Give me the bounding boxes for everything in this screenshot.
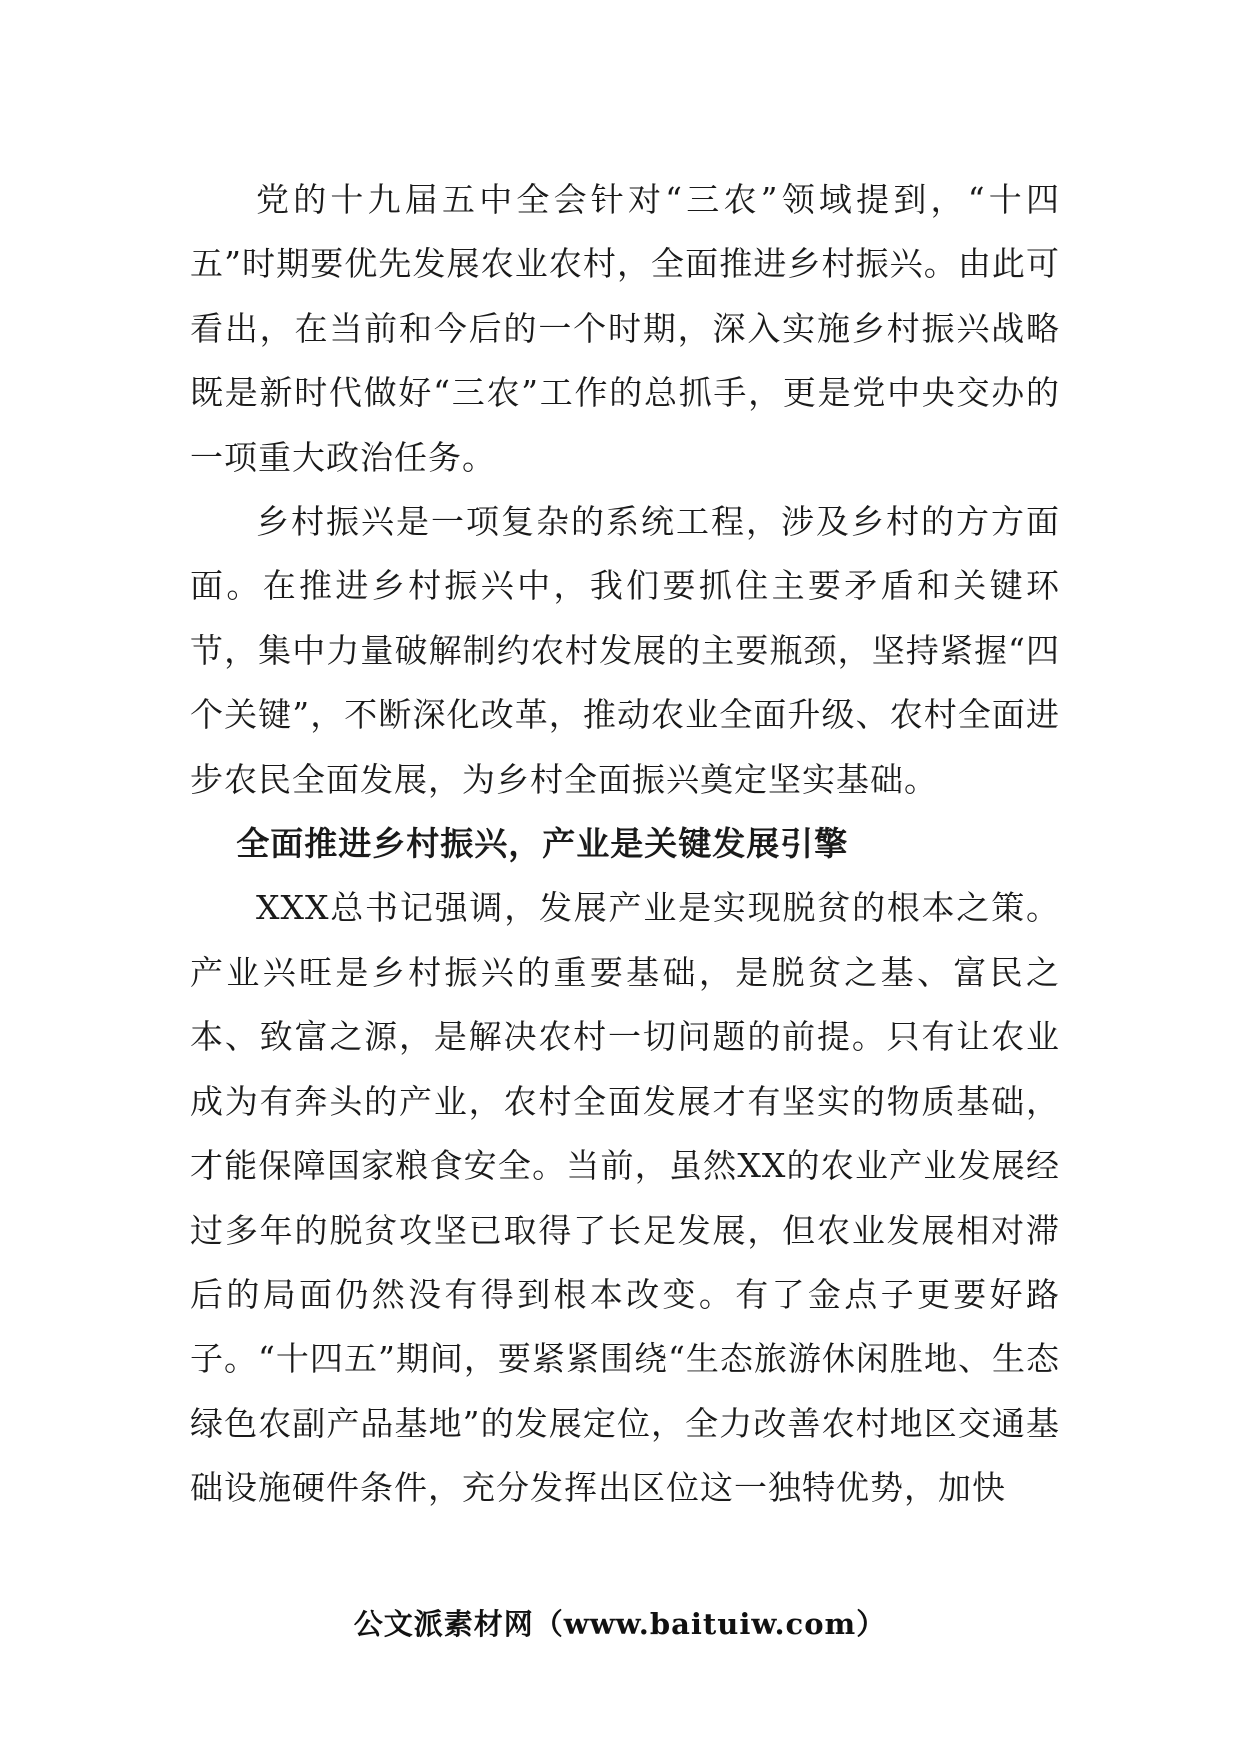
document-body <box>190 168 1060 1521</box>
section-paragraph: XXX总书记强调，发展产业是实现脱贫的根本之策。产业兴旺是乡村振兴的重要基础，是脱贫之基、富民之本、致富之源，是解决农村一切问题的前提。只有让农业成为有奔头的产业，农村全面发展才有坚实的物质基础，才能保障国家粮食安全。当前，虽然XX的农业产业发展经过多年的脱贫攻坚已取得了长足发展，但农业发展相对滞后的局面仍然没有得到根本改变。有了金点子更要好路子。“十四五”期间，要紧紧围绕“生态旅游休闲胜地、生态绿色农副产品基地”的发展定位，全力改善农村地区交通基础设施硬件条件，充分发挥出区位这一独特优势，加快 <box>190 888 1060 1508</box>
footer-watermark: 公文派素材网（www.baituiw.com） <box>353 1607 887 1641</box>
body-paragraph-1: 党的十九届五中全会针对“三农”领域提到，“十四五”时期要优先发展农业农村，全面推进乡村振兴。由此可看出，在当前和今后的一个时期，深入实施乡村振兴战略既是新时代做好“三农”工作的总抓手，更是党中央交办的一项重大政治任务。 <box>190 180 1060 477</box>
body-paragraph-2: 乡村振兴是一项复杂的系统工程，涉及乡村的方方面面。在推进乡村振兴中，我们要抓住主要矛盾和关键环节，集中力量破解制约农村发展的主要瓶颈，坚持紧握“四个关键”，不断深化改革，推动农业全面升级、农村全面进步农民全面发展，为乡村全面振兴奠定坚实基础。 <box>190 502 1060 799</box>
section-heading: 全面推进乡村振兴，产业是关键发展引擎 <box>236 824 849 864</box>
